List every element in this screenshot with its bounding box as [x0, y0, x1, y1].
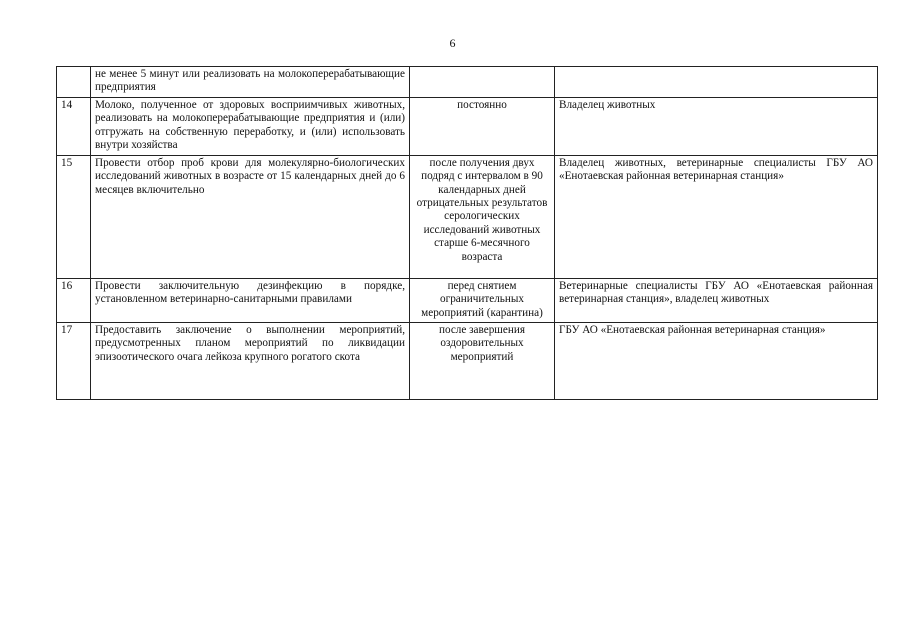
term-cell: постоянно — [410, 97, 555, 155]
responsible-cell: Ветеринарные специалисты ГБУ АО «Енотаевская районная ветеринарная станция», владелец животных — [555, 278, 878, 322]
action-cell: Провести отбор проб крови для молекулярно-биологических исследований животных в возрасте от 15 календарных дней до 6 месяцев включительно — [91, 155, 410, 278]
row-number: 15 — [57, 155, 91, 278]
responsible-cell: Владелец животных — [555, 97, 878, 155]
term-cell: перед снятием ограничительных мероприятий (карантина) — [410, 278, 555, 322]
measures-table — [56, 66, 878, 400]
table-row — [57, 67, 878, 98]
action-cell: не менее 5 минут или реализовать на молокоперерабатывающие предприятия — [91, 67, 410, 98]
row-number — [57, 67, 91, 98]
term-cell: после завершения оздоровительных мероприятий — [410, 323, 555, 400]
responsible-cell — [555, 67, 878, 98]
page-number: 6 — [449, 36, 456, 50]
responsible-cell: ГБУ АО «Енотаевская районная ветеринарная станция» — [555, 323, 878, 400]
responsible-cell: Владелец животных, ветеринарные специалисты ГБУ АО «Енотаевская районная ветеринарная станция» — [555, 155, 878, 278]
action-cell: Молоко, полученное от здоровых восприимчивых животных, реализовать на молокоперерабатывающие предприятия и (или) отгружать на собственную переработку, и (или) использовать внутри хозяйства — [91, 97, 410, 155]
table-row — [57, 278, 878, 322]
table-row — [57, 323, 878, 400]
row-number: 16 — [57, 278, 91, 322]
row-number: 17 — [57, 323, 91, 400]
term-cell: после получения двух подряд с интервалом в 90 календарных дней отрицательных результатов серологических исследований животных старше 6-месячного возраста — [410, 155, 555, 278]
action-cell: Провести заключительную дезинфекцию в порядке, установленном ветеринарно-санитарными правилами — [91, 278, 410, 322]
table-row — [57, 97, 878, 155]
action-cell: Предоставить заключение о выполнении мероприятий, предусмотренных планом мероприятий по ликвидации эпизоотического очага лейкоза крупного рогатого скота — [91, 323, 410, 400]
row-number: 14 — [57, 97, 91, 155]
term-cell — [410, 67, 555, 98]
table-row — [57, 155, 878, 278]
